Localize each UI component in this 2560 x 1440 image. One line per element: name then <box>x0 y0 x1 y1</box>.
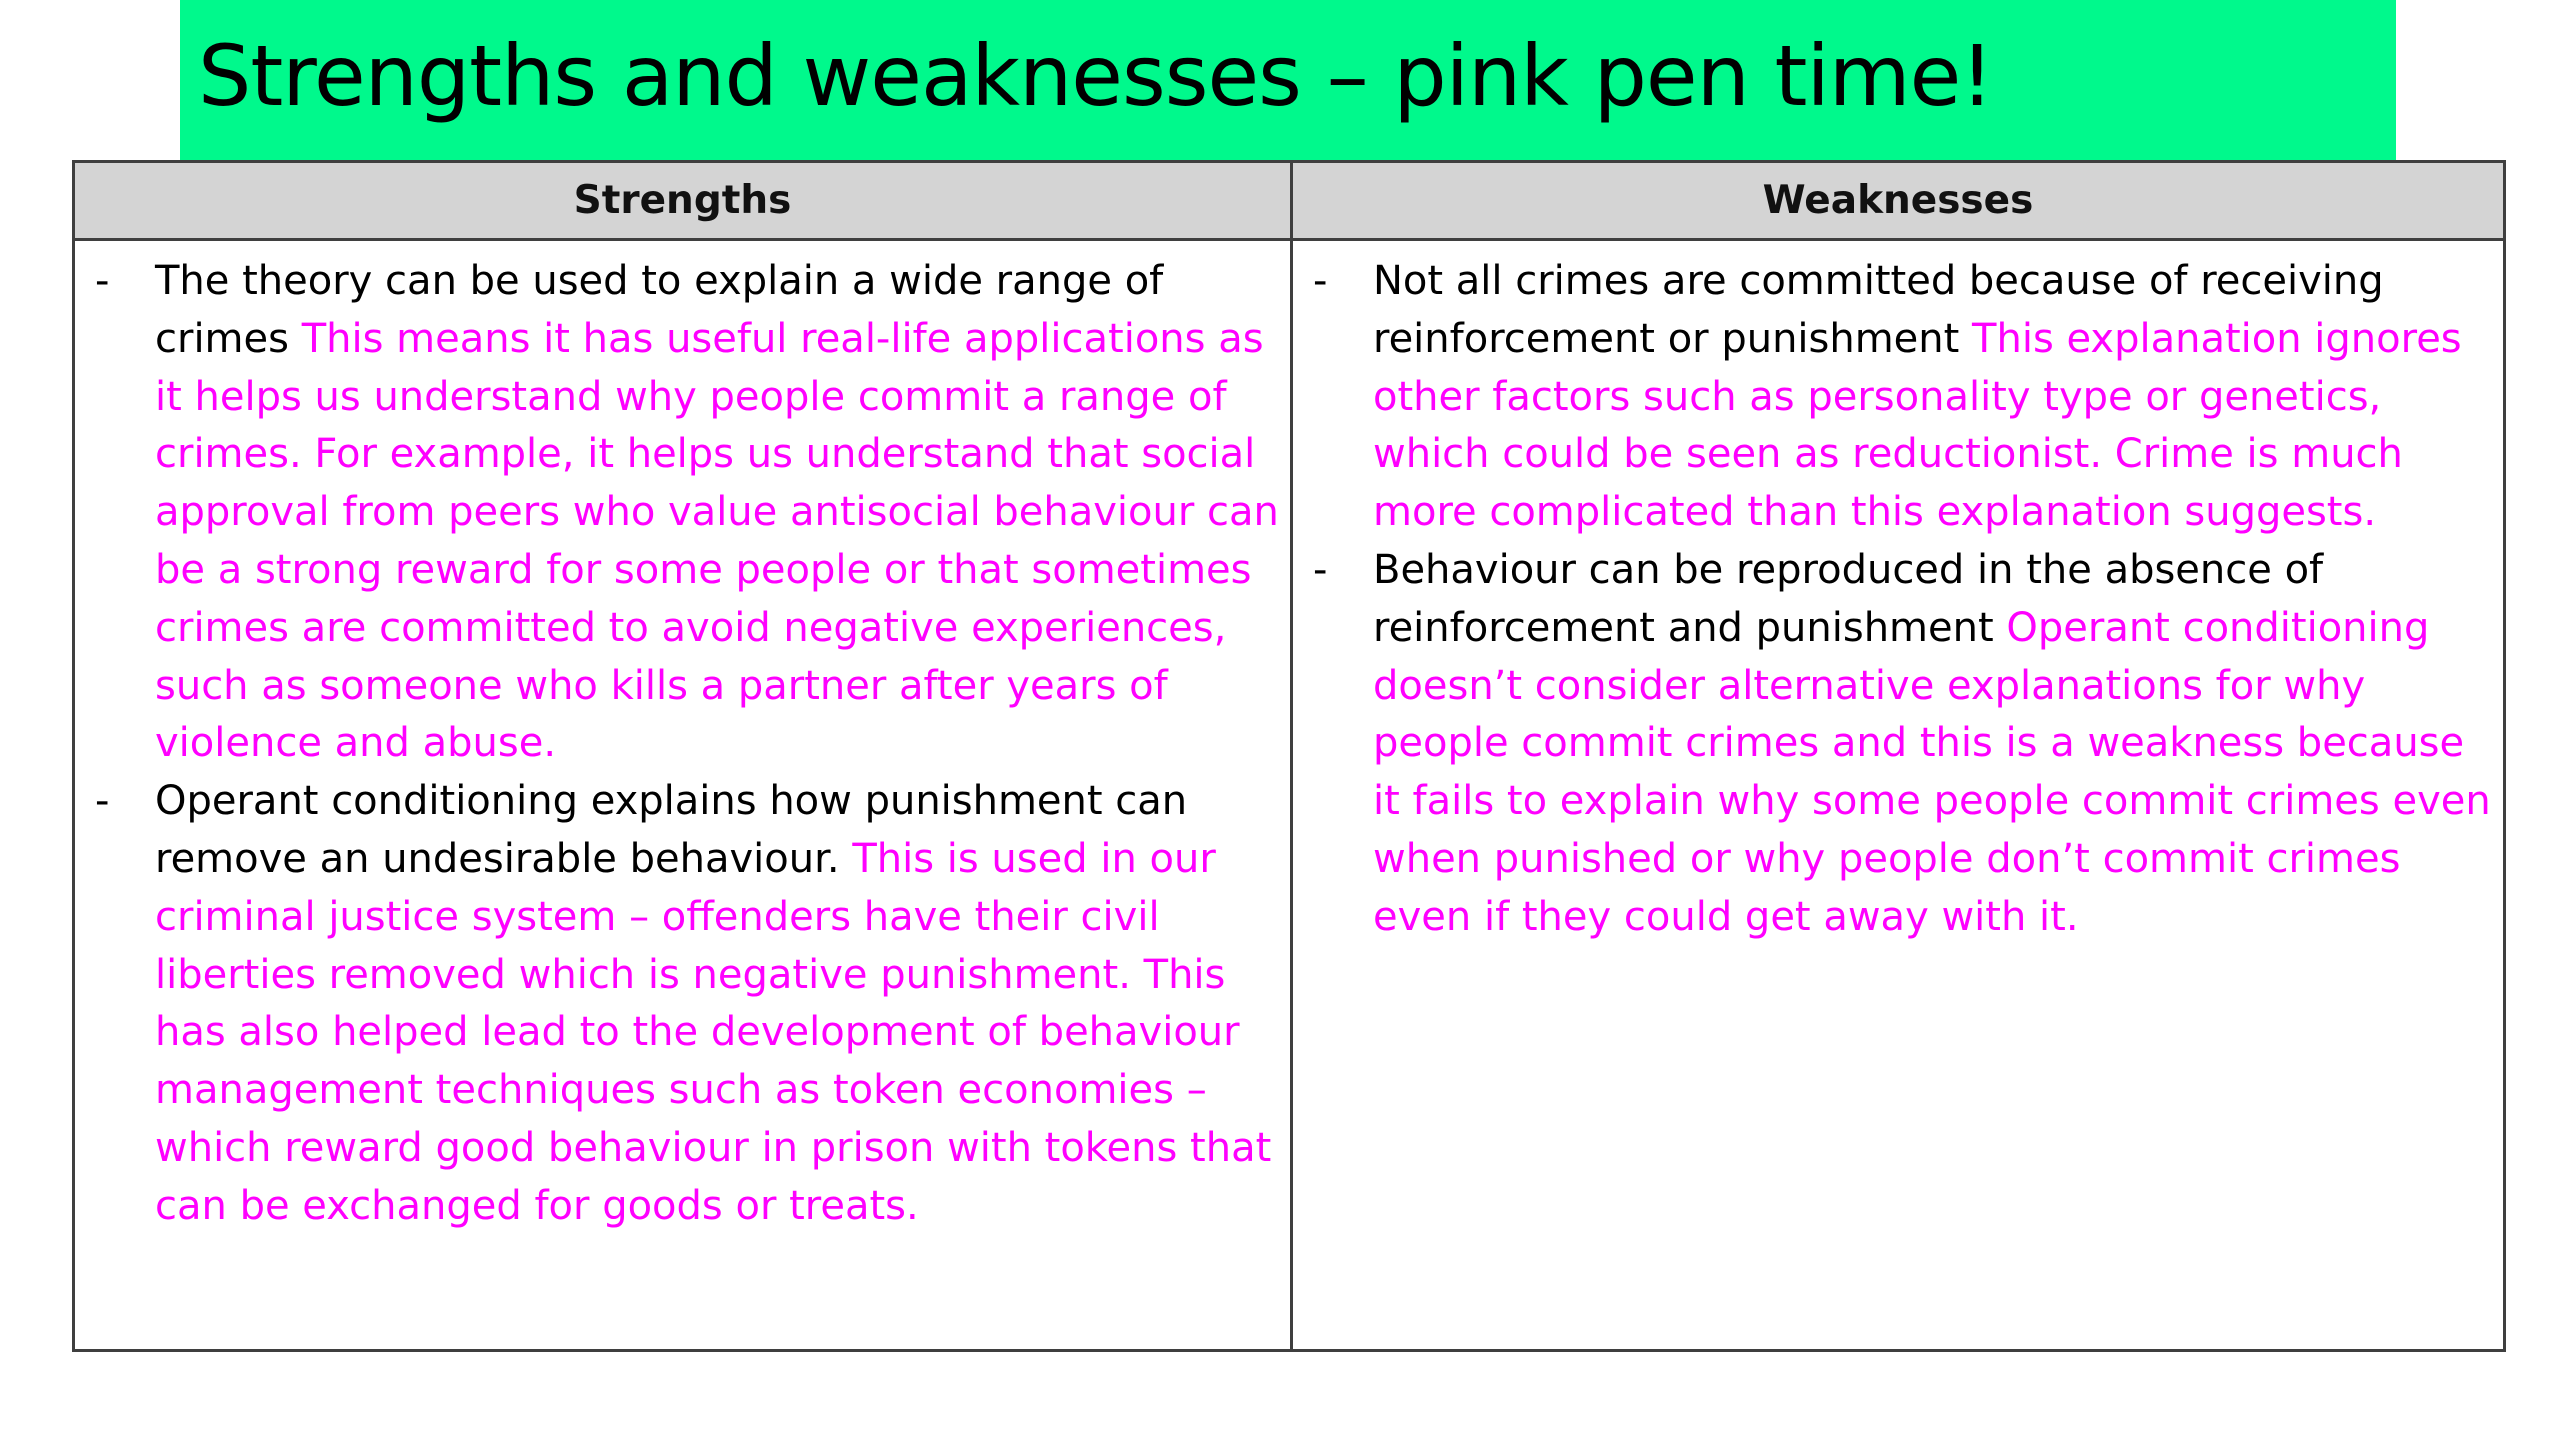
strength-item <box>95 773 1280 1235</box>
strength-elaboration: This means it has useful real-life applications as it helps us understand why people commit a range of crimes. For example, it helps us understand that social approval from peers who value antisocial behaviour can be a strong reward for some people or that sometimes crimes are committed to avoid negative experiences, such as someone who kills a partner after years of violence and abuse. <box>155 315 1279 767</box>
bullet-dash: - <box>95 778 110 825</box>
strength-item <box>95 253 1280 773</box>
strengths-weaknesses-table <box>72 160 2506 1352</box>
table-header-row <box>75 163 2503 241</box>
strength-elaboration: This is used in our criminal justice system – offenders have their civil liberties removed which is negative punishment. This has also helped lead to the development of behaviour management techniques such as token economies – which reward good behaviour in prison with tokens that can be exchanged for goods or treats. <box>155 835 1272 1229</box>
weakness-item <box>1313 253 2502 542</box>
strength-point: Operant conditioning explains how punishment can remove an undesirable behaviour. <box>155 778 1188 882</box>
bullet-dash: - <box>1313 258 1328 304</box>
page-title: Strengths and weaknesses – pink pen time! <box>198 27 1993 125</box>
weaknesses-header: Weaknesses <box>1762 178 2034 223</box>
strengths-column <box>75 253 1290 1236</box>
weakness-elaboration: This explanation ignores other factors such as personality type or genetics, which could be seen as reductionist. Crime is much more complicated than this explanation suggests. <box>1373 315 2462 536</box>
bullet-dash: - <box>1313 546 1328 593</box>
weakness-elaboration: Operant conditioning doesn’t consider alternative explanations for why people commit crimes and this is a weakness because it fails to explain why some people commit crimes even when punished or why people don’t commit crimes even if they could get away with it. <box>1373 604 2491 940</box>
weakness-point: Not all crimes are committed because of receiving reinforcement or punishment <box>1373 258 2384 362</box>
weakness-point: Behaviour can be reproduced in the absence of reinforcement and punishment <box>1373 546 2324 651</box>
strengths-header: Strengths <box>573 178 792 223</box>
weaknesses-column <box>1293 253 2506 947</box>
weakness-item <box>1313 542 2502 947</box>
strength-point: The theory can be used to explain a wide range of crimes <box>155 258 1164 362</box>
title-banner <box>180 0 2396 160</box>
bullet-dash: - <box>95 258 110 304</box>
